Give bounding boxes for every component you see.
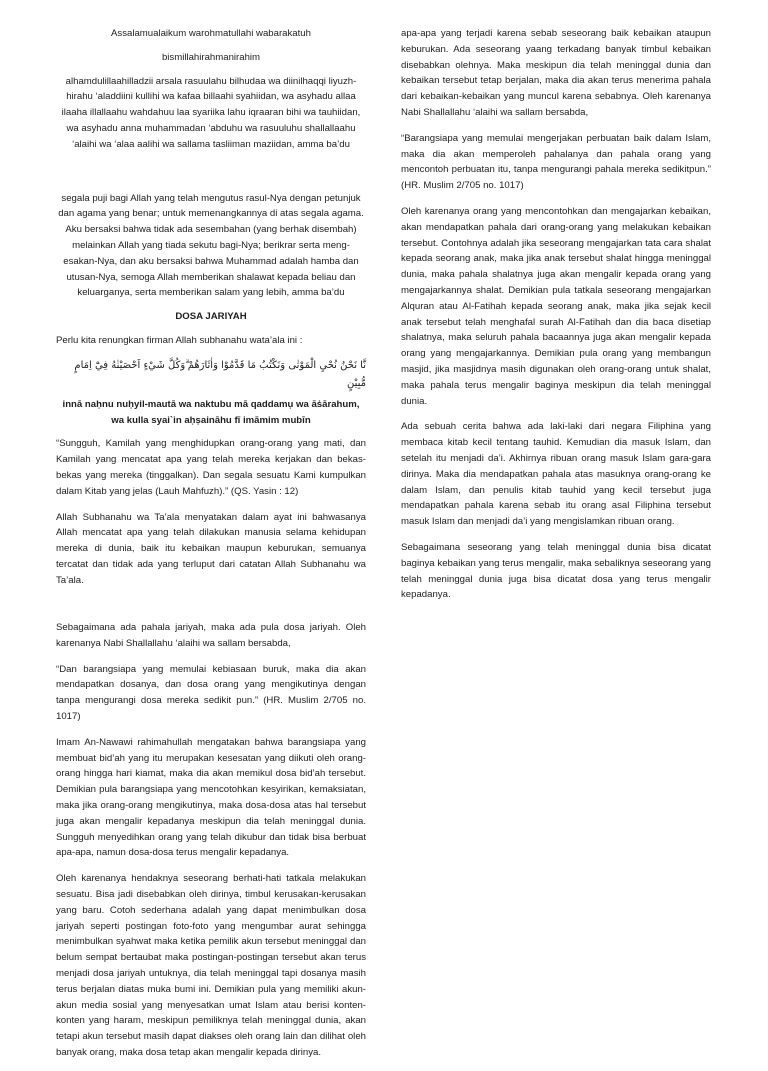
verse-explanation: Allah Subhanahu wa Ta’ala menyatakan dalam ayat ini bahwasanya Allah mencatat apa yang telah dilakukan manusia selama kehidupan mereka di dunia, baik itu kebaikan maupun keburukan, semuanya tercatat dan tidak ada yang terluput dari catatan Allah Subhanahu wa Ta’ala. xyxy=(56,511,366,586)
left-column-bottom xyxy=(56,620,366,1071)
salam-greeting: Assalamualaikum warohmatullahi wabarakatuh xyxy=(111,28,311,39)
verse-translation: “Sungguh, Kamilah yang menghidupkan orang-orang yang mati, dan Kamilah yang mencatat apa yang telah mereka kerjakan dan bekas-bekas yang mereka (tinggalkan). Dan segala sesuatu Kami kumpulkan dalam Kitab yang jelas (Lauh Mahfuzh).” (QS. Yasin : 12) xyxy=(56,438,366,497)
verse-intro: Perlu kita renungkan firman Allah subhanahu wata’ala ini : xyxy=(56,334,303,346)
verse-arabic: نَّا نَحْنُ نُحْيِ الْمَوْتٰى وَنَكْتُبُ مَا قَدَّمُوْا وَاٰثَارَهُمْ ۗوَكُلَّ شَيْءٍ اَحْصَيْنٰهُ فِيْٓ اِمَامٍ مُّبِيْنٍ xyxy=(74,359,366,389)
left-column-top xyxy=(56,26,366,599)
hadith-quote: “Barangsiapa yang memulai mengerjakan perbuatan baik dalam Islam, maka dia akan memperoleh pahalanya dan pahala orang yang mencontoh perbuatan itu, tanpa mengurangi pahala mereka sedikitpun.” (HR. Muslim 2/705 no. 1017) xyxy=(401,132,711,192)
right-column xyxy=(401,26,711,613)
paragraph: apa-apa yang terjadi karena sebab seseorang baik kebaikan ataupun keburukan. Ada seseorang yaang terkadang banyak timbul kebaikan disebabkan olehnya. Maka meskipun dia telah meninggal dunia dan kebaikan tersebut tetap berjalan, maka dia akan terus menerima pahala dari kebaikan-kebaikan yang muncul karena sebabnya. Oleh karenanya Nabi Shallallahu ‘alaihi wa sallam bersabda, xyxy=(401,28,711,118)
opening-khutbah-latin: alhamdulillaahilladzii arsala rasuulahu bilhudaa wa diinilhaqqi liyuzh-hirahu ‘aladdiini kullihi wa kafaa billaahi syahiidan, wa asyhadu allaa ilaaha illallaahu wahdahuu laa syariika lahu iqraaran bihi wa tauhiidan, wa asyhadu anna muhammadan ‘abduhu wa rasuuluhu shallallaahu ‘alaihi wa ‘alaa aalihi wa sallama tasliiman maziidan, amma ba’du xyxy=(61,75,361,150)
verse-transliteration: innā naḥnu nuḥyil-mautā wa naktubu mā qaddamụ wa āṡārahum, wa kulla syai`in aḥṣaināhu fī imāmim mubīn xyxy=(62,398,360,426)
paragraph: Sebagaimana seseorang yang telah meninggal dunia bisa dicatat baginya kebaikan yang terus mengalir, maka sebaliknya seseorang yang telah meninggal dunia juga bisa dicatat dosa yang terus mengalir kepadanya. xyxy=(401,541,711,601)
paragraph: Oleh karenanya hendaknya seseorang berhati-hati tatkala melakukan sesuatu. Bisa jadi disebabkan oleh dirinya, timbul kerusakan-kerusakan yang baru. Cotoh sederhana adalah yang dapat menimbulkan dosa jariyah seperti postingan foto-foto yang mengumbar aurat sehingga menimbulkan syahwat maka ketika pemilik akun tersebut meninggal dan belum sempat bertaubat maka postingan-postingan tersebut akan terus menjadi dosa jariyah untuknya, dia telah meninggal tapi dosanya masih terus berjalan diatas muka bumi ini. Demikian pula yang memiliki akun-akun media sosial yang menyesatkan umat Islam atau berisi konten-konten yang haram, meskipun pemiliknya telah meninggal dunia, akan tetapi akun tersebut masih dapat diakses oleh orang lain dan dilihat oleh banyak orang, maka dosa tetap akan mengalir kepada dirinya. xyxy=(56,873,366,1058)
paragraph: Ada sebuah cerita bahwa ada laki-laki dari negara Filiphina yang membaca kitab kecil tentang tauhid. Kemudian dia masuk Islam, dan setelah itu menjadi da’i. Akhirnya ribuan orang masuk Islam gara-gara dirinya. Maka dia mendapatkan pahala atas masuknya orang-orang ke dalam Islam, dan penulis kitab tauhid yang kecil tersebut juga mendapatkan pahala karena sebab itu orang asal Filiphina tersebut masuk Islam dan menjadi da’i yang mengislamkan ribuan orang. xyxy=(401,421,711,528)
section-heading: DOSA JARIYAH xyxy=(175,311,247,323)
paragraph: Imam An-Nawawi rahimahullah mengatakan bahwa barangsiapa yang membuat bid’ah yang itu merupakan kesesatan yang diikuti oleh orang-orang hingga hari kiamat, maka dia akan memikul dosa bid’ah tersebut. Demikian pula barangsiapa yang mencotohkan kesyirikan, kemaksiatan, maka jika orang-orang mengikutinya, maka dosa-dosa atas hal tersebut juga akan mengalir kepadanya meskipun dia telah meninggal dunia. Sungguh menyedihkan orang yang telah dikubur dan tidak bisa berbuat apa-apa, namun dosa-dosa terus mengalir kepadanya. xyxy=(56,736,366,859)
paragraph: Oleh karenanya orang yang mencontohkan dan mengajarkan kebaikan, akan mendapatkan pahala dari orang-orang yang melakukan kebaikan tersebut. Contohnya adalah jika seseorang mengajarkan tata cara shalat kepada seorang anak, maka jika anak tersebut shalat hingga meninggal dunia, maka pahala shalatnya juga akan mengalir kepada orang yang mengajarkannya shalat. Demikian pula tatkala seseorang mengajarkan Alquran atau Al-Fatihah kepada seorang anak, maka jika sejak kecil anak tersebut telah menghafal surah Al-Fatihah dan dia baca disetiap shalatnya, maka seluruh pahala bacaannya juga akan mengalir kepada orang yang mengajarkannya. Demikian pula orang yang membangun masjid, jika masjidnya masih digunakan oleh orang-orang untuk shalat, maka pahala terus mengalir baginya meskipun dia telah meninggal dunia. xyxy=(401,205,711,407)
basmalah: bismillahirahmanirahim xyxy=(161,51,261,63)
paragraph: Sebagaimana ada pahala jariyah, maka ada pula dosa jariyah. Oleh karenanya Nabi Shallallahu ‘alaihi wa sallam bersabda, xyxy=(56,622,366,649)
opening-khutbah-translation: segala puji bagi Allah yang telah mengutus rasul-Nya dengan petunjuk dan agama yang benar; untuk memenangkannya di atas segala agama. Aku bersaksi bahwa tidak ada sesembahan (yang berhak disembah) melainkan Allah yang tiada sekutu bagi-Nya; berikrar serta meng-esakan-Nya, dan aku bersaksi bahwa Muhammad adalah hamba dan utusan-Nya, semoga Allah memberikan shalawat kepada beliau dan keluarganya, serta memberikan salam yang lebih, amma ba’du xyxy=(58,192,364,299)
hadith-quote: “Dan barangsiapa yang memulai kebiasaan buruk, maka dia akan mendapatkan dosanya, dan dosa orang yang mengikutinya dengan tanpa mengurangi dosa mereka sedikit pun.” (HR. Muslim 2/705 no. 1017) xyxy=(56,663,366,722)
